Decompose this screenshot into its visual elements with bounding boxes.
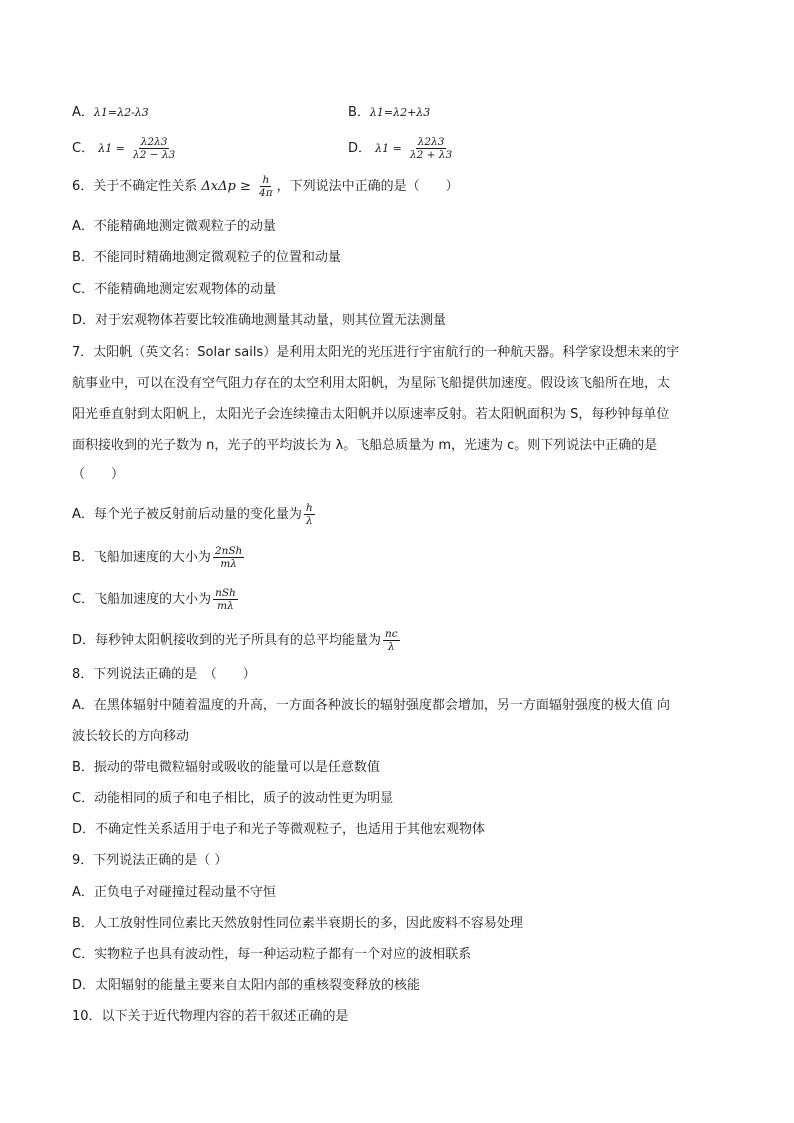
question-9-stem: 9．下列说法正确的是（ ） <box>72 853 228 868</box>
option-7c <box>72 587 240 612</box>
denominator: λ2 + λ3 <box>409 149 453 161</box>
fraction <box>304 502 315 527</box>
numerator: 2nSh <box>214 545 243 557</box>
option-8b: B．振动的带电微粒辐射或吸收的能量可以是任意数值 <box>72 760 380 775</box>
option-label: A． <box>72 105 94 120</box>
numerator: nc <box>385 628 398 640</box>
question-7-line: 7．太阳帆（英文名：Solar sails）是利用太阳光的光压进行宇宙航行的一种航天器。科学家设想未来的宇 <box>72 345 680 360</box>
option-text: A．每个光子被反射前后动量的变化量为 <box>72 507 302 522</box>
formula: λ1=λ2+λ3 <box>369 106 431 119</box>
question-7-line: 面积接收到的光子数为 n，光子的平均波长为 λ。飞船总质量为 m，光速为 c。则下列说法中正确的是 <box>72 438 658 453</box>
question-8-stem: 8．下列说法正确的是 （ ） <box>72 667 256 682</box>
denominator: λ <box>388 641 395 653</box>
stem-text: ，下列说法中正确的是（ ） <box>276 179 459 194</box>
option-6c: C．不能精确地测定宏观物体的动量 <box>72 282 277 297</box>
option-6a: A．不能精确地测定微观粒子的动量 <box>72 219 276 234</box>
option-8a-cont: 波长较长的方向移动 <box>72 729 190 744</box>
formula: λ1=λ2-λ3 <box>93 106 149 119</box>
option-9c: C．实物粒子也具有波动性，每一种运动粒子都有一个对应的波相联系 <box>72 947 472 962</box>
option-9b: B．人工放射性同位素比天然放射性同位素半衰期长的多，因此废料不容易处理 <box>72 916 523 931</box>
option-5a <box>72 104 149 122</box>
numerator: nSh <box>215 587 236 599</box>
numerator: h <box>262 174 270 186</box>
option-7b <box>72 545 246 570</box>
denominator: λ <box>305 515 313 527</box>
option-9a: A．正负电子对碰撞过程动量不守恒 <box>72 885 276 900</box>
formula-lhs: λ1 = <box>98 142 125 155</box>
option-text: D．每秒钟太阳帆接收到的光子所具有的总平均能量为 <box>72 633 382 648</box>
question-7-line: 航事业中，可以在没有空气阻力存在的太空利用太阳帆，为星际飞船提供加速度。假设该飞船所在地，太 <box>72 376 671 391</box>
stem-text: 6．关于不确定性关系 <box>72 179 198 194</box>
fraction <box>383 628 400 653</box>
option-5c <box>72 136 179 161</box>
option-6d: D．对于宏观物体若要比较准确地测量其动量，则其位置无法测量 <box>72 313 447 328</box>
option-label: B． <box>348 105 370 120</box>
question-6-stem <box>72 174 459 199</box>
denominator: mλ <box>220 558 237 570</box>
denominator: mλ <box>217 600 234 612</box>
option-7d <box>72 628 402 653</box>
option-text: B．飞船加速度的大小为 <box>72 550 211 565</box>
option-8c: C．动能相同的质子和电子相比，质子的波动性更为明显 <box>72 791 394 806</box>
relation: ΔxΔp ≥ <box>201 179 251 194</box>
option-8a: A．在黑体辐射中随着温度的升高，一方面各种波长的辐射强度都会增加，另一方面辐射强度的极大值 向 <box>72 698 671 713</box>
option-8d: D．不确定性关系适用于电子和光子等微观粒子，也适用于其他宏观物体 <box>72 822 486 837</box>
denominator: 4π <box>259 187 273 199</box>
fraction <box>213 587 238 612</box>
numerator: λ2λ3 <box>417 136 445 148</box>
option-text: C．飞船加速度的大小为 <box>72 592 212 607</box>
option-label: D． <box>348 141 372 156</box>
formula-lhs: λ1 = <box>375 142 402 155</box>
question-7-line: （ ） <box>72 467 125 482</box>
question-10-stem: 10．以下关于近代物理内容的若干叙述正确的是 <box>72 1009 349 1024</box>
numerator: λ2λ3 <box>140 136 168 148</box>
fraction <box>213 545 244 570</box>
option-5d <box>348 136 456 161</box>
denominator: λ2 − λ3 <box>133 149 176 161</box>
option-6b: B．不能同时精确地测定微观粒子的位置和动量 <box>72 250 341 265</box>
option-7a <box>72 502 317 527</box>
fraction <box>257 174 275 199</box>
fraction <box>408 136 454 161</box>
question-7-line: 阳光垂直射到太阳帆上，太阳光子会连续撞击太阳帆并以原速率反射。若太阳帆面积为 S，每秒钟每单位 <box>72 407 670 422</box>
fraction <box>131 136 177 161</box>
option-label: C． <box>72 141 95 156</box>
option-5b <box>348 104 430 122</box>
numerator: h <box>305 502 313 514</box>
option-9d: D．太阳辐射的能量主要来自太阳内部的重核裂变释放的核能 <box>72 978 421 993</box>
